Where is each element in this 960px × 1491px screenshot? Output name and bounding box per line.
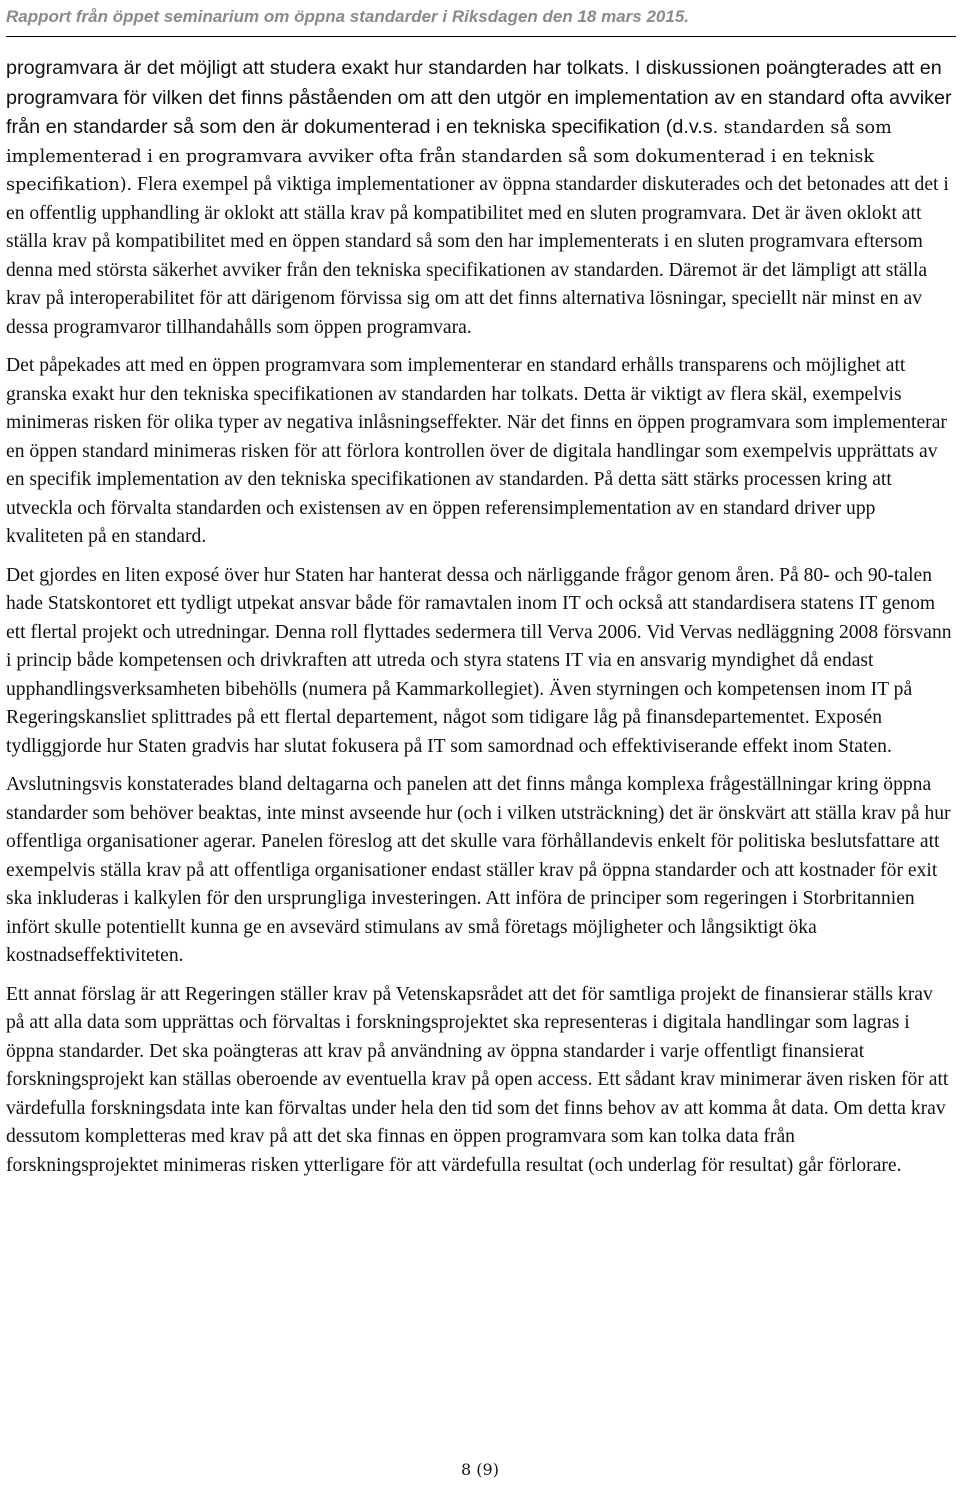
paragraph-1 xyxy=(6,54,952,342)
paragraph-1-part-b: standarden så som implementerad i en programvara avviker ofta från standarden så som dokumenterad i en teknisk specifikation). xyxy=(6,118,892,195)
paragraph-4: Avslutningsvis konstaterades bland deltagarna och panelen att det finns många komplexa frågeställningar kring öppna standarder som behöver beaktas, inte minst avseende hur (och i vilken utsträckning) det är önskvärt att ställa krav på hur offentliga organisationer agerar. Panelen föreslog att det skulle vara förhållandevis enkelt för politiska beslutsfattare att exempelvis ställa krav på att offentliga organisationer endast ställer krav på öppna standarder och att kostnader för exit ska inkluderas i kalkylen för den ursprungliga investeringen. Att införa de principer som regeringen i Storbritannien infört skulle potentiellt kunna ge en avsevärd stimulans av små företags möjligheter och långsiktigt öka kostnadseffektiviteten. xyxy=(6,774,951,966)
header-title: Rapport från öppet seminarium om öppna standarder i Riksdagen den 18 mars 2015. xyxy=(6,7,690,26)
document-body xyxy=(6,54,952,1190)
paragraph-1-part-c: Flera exempel på viktiga implementationer av öppna standarder diskuterades och det betonades att det i en offentlig upphandling är oklokt att ställa krav på kompatibilitet med en sluten programvara. Det är även oklokt att ställa krav på kompatibilitet med en öppen standard så som den har implementerats i en sluten programvara eftersom denna med största säkerhet avviker från den tekniska specifikationen av standarden. Däremot är det lämpligt att ställa krav på interoperabilitet för att därigenom förvissa sig om att det finns alternativa lösningar, speciellt när minst en av dessa programvaror tillhandahålls som öppen programvara. xyxy=(6,174,949,338)
paragraph-3: Det gjordes en liten exposé över hur Staten har hanterat dessa och närliggande frågor genom åren. På 80- och 90-talen hade Statskontoret ett tydligt utpekat ansvar både för ramavtalen inom IT och också att standardisera statens IT genom ett flertal projekt och utredningar. Denna roll flyttades sedermera till Verva 2006. Vid Vervas nedläggning 2008 försvann i princip både kompetensen och drivkraften att utreda och styra statens IT via en ansvarig myndighet då endast upphandlingsverksamheten bibehölls (numera på Kammarkollegiet). Även styrningen och kompetensen inom IT på Regeringskansliet splittrades på ett flertal departement, något som tidigare låg på finansdepartementet. Exposén tydliggjorde hur Staten gradvis har slutat fokusera på IT som samordnad och effektiviserande effekt inom Staten. xyxy=(6,564,952,757)
page-header xyxy=(6,6,956,37)
page-number: 8 (9) xyxy=(461,1460,499,1479)
paragraph-5: Ett annat förslag är att Regeringen ställer krav på Vetenskapsrådet att det för samtliga projekt de finansierar ställs krav på att alla data som upprättas och förvaltas i forskningsprojektet ska representeras i digitala handlingar som lagras i öppna standarder. Det ska poängteras att krav på användning av öppna standarder i varje offentligt finansierat forskningsprojekt kan ställas oberoende av eventuella krav på open access. Ett sådant krav minimerar även risken för att värdefulla forskningsdata inte kan förvaltas under hela den tid som det finns behov av att komma åt data. Om detta krav dessutom kompletteras med krav på att det ska finnas en öppen programvara som kan tolka data från forskningsprojektet minimeras risken ytterligare för att värdefulla resultat (och underlag för resultat) går förlorare. xyxy=(6,983,949,1176)
paragraph-2: Det påpekades att med en öppen programvara som implementerar en standard erhålls transparens och möjlighet att granska exakt hur den tekniska specifikationen av standarden har tolkats. Detta är viktigt av flera skäl, exempelvis minimeras risken för olika typer av negativa inlåsningseffekter. När det finns en öppen programvara som implementerar en öppen standard minimeras risken för att förlora kontrollen över de digitala handlingar som exempelvis upprättats av en specifik implementation av den tekniska specifikationen av standarden. På detta sätt stärks processen kring att utveckla och förvalta standarden och existensen av en öppen referensimplementation av en standard driver upp kvaliteten på en standard. xyxy=(6,355,947,547)
paragraph-1-part-a: programvara är det möjligt att studera exakt hur standarden har tolkats. I diskussionen poängterades att en programvara för vilken det finns påståenden om att den utgör en implementation av en standard ofta avviker från en standarder så som den är dokumenterad i en tekniska specifikation (d.v.s. xyxy=(6,57,952,138)
